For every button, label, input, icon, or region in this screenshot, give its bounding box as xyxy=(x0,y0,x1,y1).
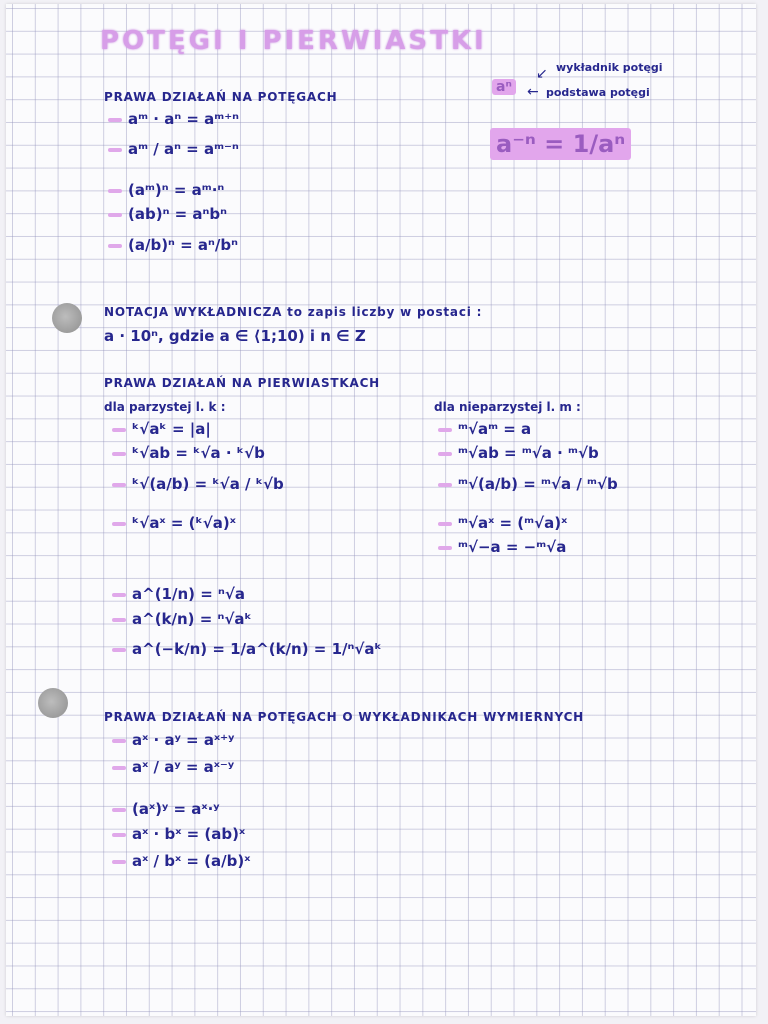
even-root-rule-4: ᵏ√aˣ = (ᵏ√a)ˣ xyxy=(112,514,236,532)
binder-hole-top xyxy=(52,303,82,333)
rational-rule-3: a^(−k/n) = 1/a^(k/n) = 1/ⁿ√aᵏ xyxy=(112,640,382,658)
legend-exponent-label: wykładnik potęgi xyxy=(556,61,663,74)
legend-base-label: podstawa potęgi xyxy=(546,86,650,99)
page-title: POTĘGI I PIERWIASTKI xyxy=(100,26,487,56)
powers-rule-4: (ab)ⁿ = aⁿbⁿ xyxy=(108,205,227,223)
odd-root-rule-5: ᵐ√−a = −ᵐ√a xyxy=(438,538,566,556)
even-root-rule-2: ᵏ√ab = ᵏ√a · ᵏ√b xyxy=(112,444,265,462)
arrow-left-icon: ← xyxy=(527,84,539,100)
scientific-notation-form: a · 10ⁿ, gdzie a ∈ ⟨1;10) i n ∈ Z xyxy=(104,327,366,345)
powers-rule-5: (a/b)ⁿ = aⁿ/bⁿ xyxy=(108,236,238,254)
legend-symbol: aⁿ xyxy=(492,79,516,95)
exponents-heading: PRAWA DZIAŁAŃ NA POTĘGACH O WYKŁADNIKACH WYMIERNYCH xyxy=(104,710,585,724)
odd-root-label: dla nieparzystej l. m : xyxy=(434,400,581,414)
exponent-rule-2: aˣ / aʸ = aˣ⁻ʸ xyxy=(112,758,234,776)
even-root-rule-1: ᵏ√aᵏ = |a| xyxy=(112,420,211,438)
exponent-rule-4: aˣ · bˣ = (ab)ˣ xyxy=(112,825,245,843)
even-root-rule-3: ᵏ√(a/b) = ᵏ√a / ᵏ√b xyxy=(112,475,284,493)
powers-rule-2: aᵐ / aⁿ = aᵐ⁻ⁿ xyxy=(108,140,239,158)
powers-rule-1: aᵐ · aⁿ = aᵐ⁺ⁿ xyxy=(108,110,239,128)
negative-exponent-rule: a⁻ⁿ = 1/aⁿ xyxy=(490,128,631,160)
even-root-label: dla parzystej l. k : xyxy=(104,400,226,414)
arrow-icon: ↙ xyxy=(536,66,548,82)
exponent-rule-5: aˣ / bˣ = (a/b)ˣ xyxy=(112,852,250,870)
powers-heading: PRAWA DZIAŁAŃ NA POTĘGACH xyxy=(104,90,338,104)
exponent-rule-1: aˣ · aʸ = aˣ⁺ʸ xyxy=(112,731,234,749)
odd-root-rule-2: ᵐ√ab = ᵐ√a · ᵐ√b xyxy=(438,444,599,462)
roots-heading: PRAWA DZIAŁAŃ NA PIERWIASTKACH xyxy=(104,376,381,390)
odd-root-rule-1: ᵐ√aᵐ = a xyxy=(438,420,531,438)
odd-root-rule-4: ᵐ√aˣ = (ᵐ√a)ˣ xyxy=(438,514,567,532)
exponent-rule-3: (aˣ)ʸ = aˣ·ʸ xyxy=(112,800,220,818)
rational-rule-1: a^(1/n) = ⁿ√a xyxy=(112,585,245,603)
rational-rule-2: a^(k/n) = ⁿ√aᵏ xyxy=(112,610,252,628)
scientific-notation-definition: NOTACJA WYKŁADNICZA to zapis liczby w postaci : xyxy=(104,305,483,319)
powers-rule-3: (aᵐ)ⁿ = aᵐ·ⁿ xyxy=(108,181,224,199)
odd-root-rule-3: ᵐ√(a/b) = ᵐ√a / ᵐ√b xyxy=(438,475,618,493)
binder-hole-bottom xyxy=(38,688,68,718)
